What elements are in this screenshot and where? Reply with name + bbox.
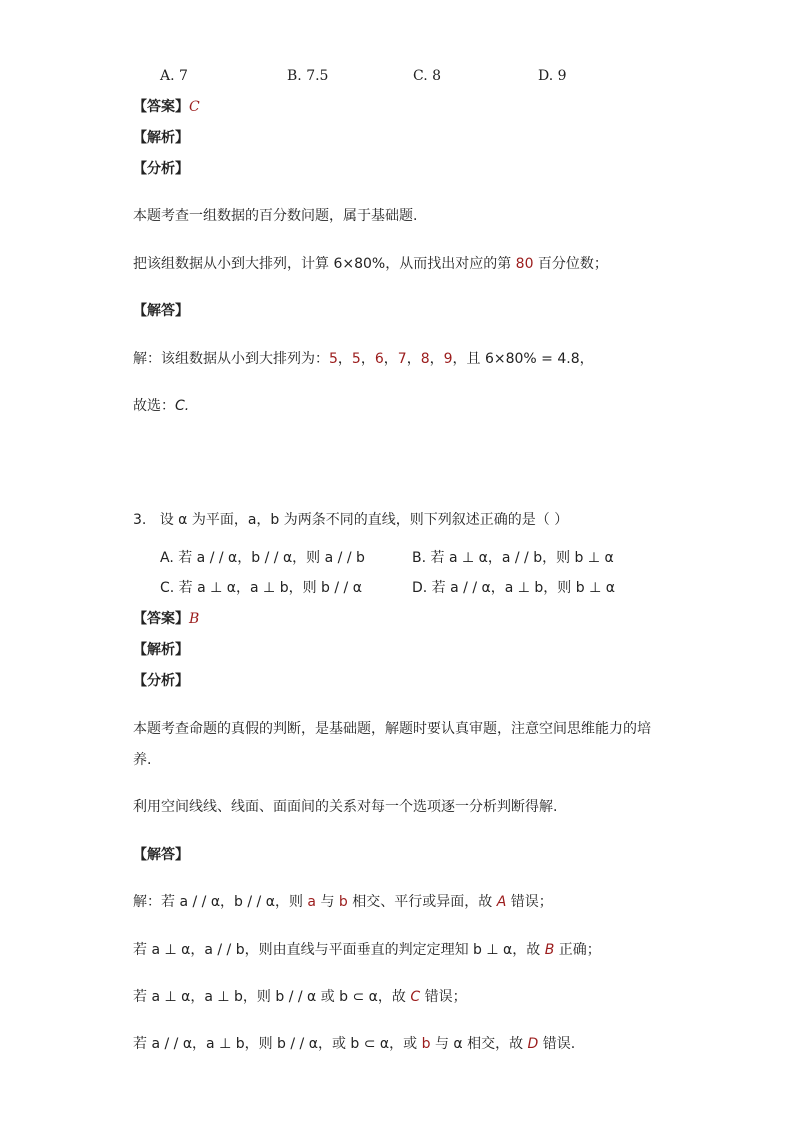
q3-s4-text-b: 与 α 相交，故 (430, 1036, 528, 1052)
option-b: B. 7.5 (287, 68, 329, 84)
choose-line (133, 396, 189, 416)
question-3-stem (133, 510, 568, 530)
q3-s4-var-b: b (421, 1036, 431, 1052)
q3-s1-text-b: 相交、平行或异面，故 (347, 894, 497, 910)
sorted-value: 7 (397, 351, 407, 367)
question-number: 3. (133, 512, 147, 528)
q3-solution-1 (133, 892, 553, 912)
sorted-value: 8 (420, 351, 430, 367)
q3-fenxi-tag: 【分析】 (133, 673, 189, 689)
q3-solution-3 (133, 987, 467, 1007)
q3-answer-tag: 【答案】 (133, 611, 189, 627)
fenxi-text-2a: 把该组数据从小到大排列，计算 6×80%，从而找出对应的第 (133, 256, 516, 272)
q3-s2-text: 若 a ⊥ α，a / / b，则由直线与平面垂直的判定定理知 b ⊥ α，故 (133, 942, 545, 958)
choose-value: C. (175, 398, 190, 414)
solution-suffix: ，且 6×80% = 4.8， (452, 351, 594, 367)
q3-s1-option: A (496, 894, 507, 910)
q3-s4-end: 错误. (538, 1036, 576, 1052)
q3-option-a: A. 若 a / / α，b / / α，则 a / / b (160, 550, 365, 566)
q3-s2-end: 正确； (554, 942, 601, 958)
question-text: 设 α 为平面，a，b 为两条不同的直线，则下列叙述正确的是（ ） (159, 512, 569, 528)
sorted-value: 9 (443, 351, 453, 367)
sorted-value: 6 (374, 351, 384, 367)
q3-s1-var-a: a (307, 894, 316, 910)
q3-s3-end: 错误； (420, 989, 467, 1005)
q3-fenxi-text-2: 利用空间线线、线面、面面间的关系对每一个选项逐一分析判断得解. (133, 799, 558, 815)
q3-solution-2 (133, 940, 601, 960)
q3-fenxi-text-1: 本题考查命题的真假的判断，是基础题，解题时要认真审题，注意空间思维能力的培 (133, 721, 651, 737)
jieda-tag: 【解答】 (133, 303, 189, 319)
answer-value: C (189, 99, 200, 115)
q3-option-d: D. 若 a / / α，a ⊥ b，则 b ⊥ α (412, 580, 615, 596)
option-d: D. 9 (538, 68, 567, 84)
option-c: C. 8 (413, 68, 442, 84)
q3-option-c: C. 若 a ⊥ α，a ⊥ b，则 b / / α (160, 580, 362, 596)
q3-s1-var-b: b (338, 894, 348, 910)
q3-fenxi-text-1b: 养. (133, 752, 152, 768)
q3-analysis-tag: 【解析】 (133, 642, 189, 658)
percentile-number: 80 (515, 256, 534, 272)
choose-prefix: 故选： (133, 398, 175, 414)
answer-line (133, 97, 200, 117)
q3-s1-mid: 与 (316, 894, 339, 910)
q3-solution-4 (133, 1034, 575, 1054)
option-a: A. 7 (160, 68, 188, 84)
q3-answer-value: B (189, 611, 200, 627)
fenxi-tag: 【分析】 (133, 161, 189, 177)
sorted-value: 5 (329, 351, 338, 367)
sorted-value: 5 (351, 351, 361, 367)
q3-answer-line (133, 609, 199, 629)
q3-s4-text: 若 a / / α，a ⊥ b，则 b / / α，或 b ⊂ α，或 (133, 1036, 422, 1052)
q3-s1-text: 解：若 a / / α，b / / α，则 (133, 894, 308, 910)
q3-s4-option: D (527, 1036, 539, 1052)
q3-s1-end: 错误； (506, 894, 553, 910)
fenxi-text-2b: 百分位数； (533, 256, 608, 272)
q3-s2-option: B (544, 942, 555, 958)
answer-tag: 【答案】 (133, 99, 189, 115)
solution-line: 解：该组数据从小到大排列为：5，5，6，7，8，9，且 6×80% = 4.8， (133, 351, 594, 367)
solution-prefix: 解：该组数据从小到大排列为： (133, 351, 329, 367)
q3-jieda-tag: 【解答】 (133, 847, 189, 863)
analysis-tag: 【解析】 (133, 130, 189, 146)
fenxi-text-1: 本题考查一组数据的百分数问题，属于基础题. (133, 208, 418, 224)
q3-option-b: B. 若 a ⊥ α，a / / b，则 b ⊥ α (412, 550, 614, 566)
q3-s3-option: C (410, 989, 421, 1005)
fenxi-text-2 (133, 254, 608, 274)
q3-s3-text: 若 a ⊥ α，a ⊥ b，则 b / / α 或 b ⊂ α，故 (133, 989, 411, 1005)
